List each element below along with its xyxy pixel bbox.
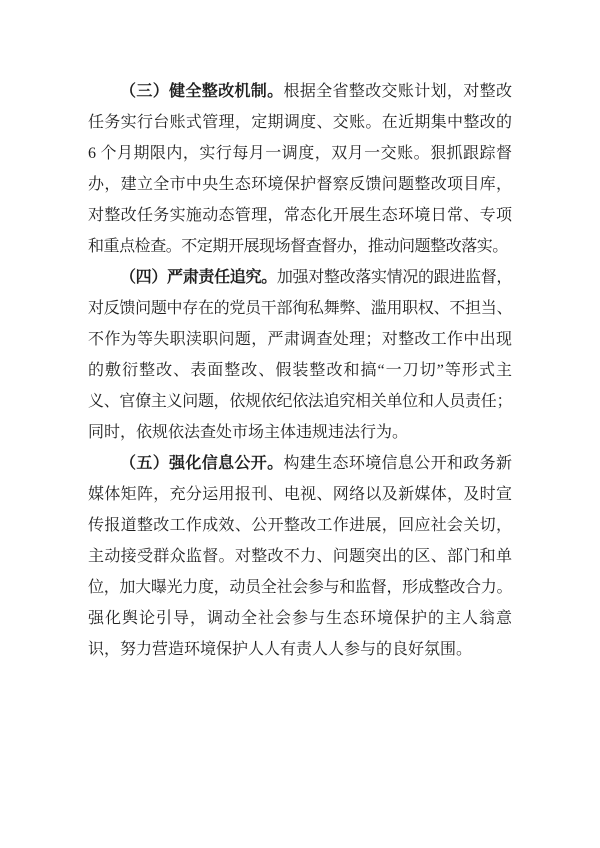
paragraph-line: 识，努力营造环境保护人人有责人人参与的良好氛围。: [88, 641, 473, 658]
paragraph-line: 传报道整改工作成效、公开整改工作进展，回应社会关切，: [88, 517, 512, 534]
paragraph-section-4: [88, 262, 512, 448]
paragraph-first-line: [88, 76, 512, 107]
paragraph-text: 加强对整改落实情况的跟进监督，: [276, 269, 512, 286]
section-heading: （三）健全整改机制。: [120, 83, 284, 100]
paragraph-text: 根据全省整改交账计划，对整改: [283, 83, 512, 100]
paragraph-line: 对反馈问题中存在的党员干部徇私舞弊、滥用职权、不担当、: [88, 300, 512, 317]
paragraph-line: 任务实行台账式管理，定期调度、交账。在近期集中整改的: [88, 114, 512, 131]
paragraph-line: 媒体矩阵，充分运用报刊、电视、网络以及新媒体，及时宣: [88, 486, 512, 503]
paragraph-line: 同时，依规依法查处市场主体违规违法行为。: [88, 424, 409, 441]
paragraph-line: 主动接受群众监督。对整改不力、问题突出的区、部门和单: [88, 548, 512, 565]
paragraph-text: 构建生态环境信息公开和政务新: [283, 455, 512, 472]
paragraph-line: 义、官僚主义问题，依规依纪依法追究相关单位和人员责任；: [88, 393, 512, 410]
paragraph-line: 办，建立全市中央生态环境保护督察反馈问题整改项目库，: [88, 176, 512, 193]
paragraph-line: 不作为等失职渎职问题，严肃调查处理；对整改工作中出现: [88, 331, 512, 348]
document-body: [88, 76, 512, 665]
paragraph-line: 位，加大曝光力度，动员全社会参与和监督，形成整改合力。: [88, 579, 512, 596]
paragraph-first-line: [88, 448, 512, 479]
paragraph-line: 对整改任务实施动态管理，常态化开展生态环境日常、专项: [88, 207, 512, 224]
paragraph-line: 和重点检查。不定期开展现场督查督办，推动问题整改落实。: [88, 238, 508, 255]
paragraph-section-5: [88, 448, 512, 665]
section-heading: （五）强化信息公开。: [120, 455, 284, 472]
section-heading: （四）严肃责任追究。: [120, 269, 277, 286]
paragraph-first-line: [88, 262, 512, 293]
paragraph-line: 的敷衍整改、表面整改、假装整改和搞“一刀切”等形式主: [88, 362, 512, 379]
paragraph-line: 6 个月期限内，实行每月一调度，双月一交账。狠抓跟踪督: [88, 145, 512, 162]
paragraph-section-3: [88, 76, 512, 262]
paragraph-line: 强化舆论引导，调动全社会参与生态环境保护的主人翁意: [88, 610, 512, 627]
